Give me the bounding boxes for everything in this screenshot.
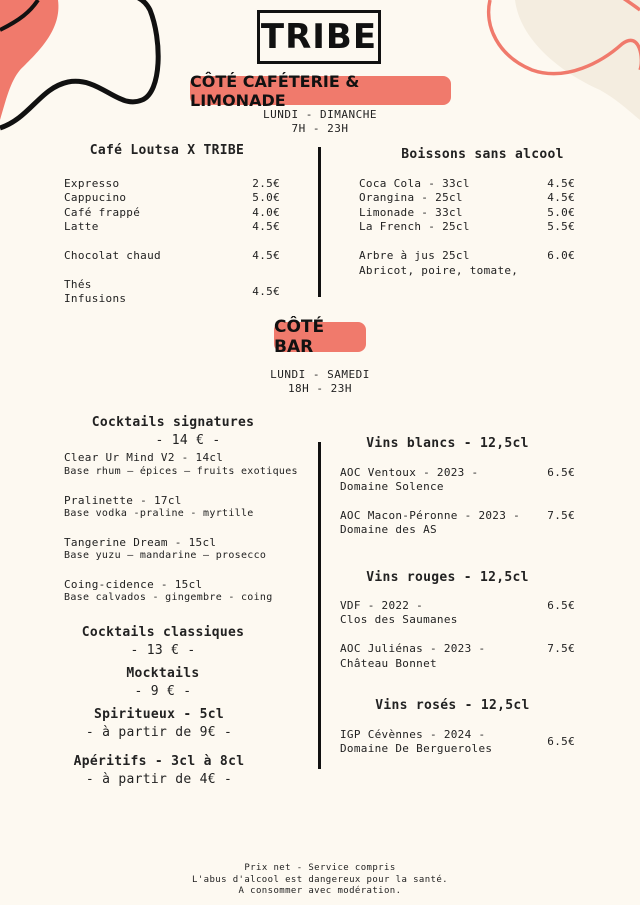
soft-item-name: Limonade - 33cl [359,206,463,219]
bar-hours-time: 18H - 23H [287,382,353,395]
wine-producer: Domaine De Bergueroles [340,742,493,755]
footer-line-warning: L'abus d'alcool est dangereux pour la santé. [191,874,448,885]
signatures-heading: Cocktails signatures [91,415,255,430]
coffee-item-price: 5.0€ [252,191,280,204]
signatures-price: - 14 € - [155,433,221,448]
soft-item-subtitle: Abricot, poire, tomate, [359,264,519,277]
wine-producer: Domaine des AS [340,523,437,536]
legal-footer [0,863,640,898]
cafe-hours-days: LUNDI - DIMANCHE [263,108,377,121]
soft-item-price: 5.0€ [547,206,575,219]
cafe-section-title: CÔTÉ CAFÉTERIE & LIMONADE [190,76,451,105]
coffee-item-price: 2.5€ [252,177,280,190]
soft-item-name: Orangina - 25cl [359,191,463,204]
soft-item-price: 5.5€ [547,220,575,233]
mocktails-price: - 9 € - [134,684,192,699]
cocktail-description: Base yuzu – mandarine – prosecco [64,550,267,561]
wine-name: VDF - 2022 - [340,599,424,612]
rose-wine-heading: Vins rosés - 12,5cl [375,698,530,713]
coffee-item-name: Thés [64,278,92,291]
soft-item-name: Coca Cola - 33cl [359,177,470,190]
wine-name: AOC Ventoux - 2023 - [340,466,479,479]
coffee-item-name-line2: Infusions [64,292,127,305]
soft-item-price: 4.5€ [547,177,575,190]
spirits-price: - à partir de 9€ - [85,725,233,740]
wine-producer: Château Bonnet [340,657,437,670]
coffee-item-price: 4.5€ [252,249,280,262]
cocktail-description: Base calvados - gingembre - coing [64,592,273,603]
wine-producer: Clos des Saumanes [340,613,458,626]
coffee-heading: Café Loutsa X TRIBE [89,143,245,158]
wine-price: 6.5€ [547,735,575,748]
cocktail-name: Clear Ur Mind V2 - 14cl [64,451,224,464]
soft-item-name: Arbre à jus 25cl [359,249,470,262]
top-left-coral-blob [0,0,58,120]
coffee-item-name: Café frappé [64,206,141,219]
coffee-item-price: 4.5€ [252,220,280,233]
wine-price: 7.5€ [547,509,575,522]
coffee-item-name: Expresso [64,177,120,190]
wine-producer: Domaine Solence [340,480,444,493]
bar-section-title: CÔTÉ BAR [274,322,366,352]
wine-name: AOC Macon-Péronne - 2023 - [340,509,520,522]
cocktail-name: Tangerine Dream - 15cl [64,536,217,549]
brand-logo: TRIBE [257,10,381,64]
wine-name: IGP Cévènnes - 2024 - [340,728,486,741]
classics-price: - 13 € - [130,643,196,658]
bar-hours-days: LUNDI - SAMEDI [270,368,370,381]
coffee-item-name: Latte [64,220,99,233]
bar-divider [318,442,321,769]
wine-price: 6.5€ [547,599,575,612]
footer-line-price: Prix net - Service compris [244,863,396,873]
cafe-hours [220,108,420,136]
footer-line-moderation: A consommer avec modération. [238,886,402,896]
wine-price: 7.5€ [547,642,575,655]
cocktail-description: Base rhum – épices – fruits exotiques [64,466,298,477]
cafe-hours-time: 7H - 23H [291,122,349,135]
white-wine-heading: Vins blancs - 12,5cl [366,436,529,451]
coffee-item-price: 4.5€ [252,285,280,298]
aperitifs-price: - à partir de 4€ - [85,772,233,787]
mocktails-heading: Mocktails [126,666,200,681]
spirits-heading: Spiritueux - 5cl [93,707,225,722]
coffee-item-name: Cappucino [64,191,127,204]
soft-drinks-heading: Boissons sans alcool [401,147,564,162]
aperitifs-heading: Apéritifs - 3cl à 8cl [73,754,245,769]
cocktail-name: Coing-cidence - 15cl [64,578,203,591]
classics-heading: Cocktails classiques [81,625,245,640]
soft-item-price: 4.5€ [547,191,575,204]
top-right-cream-blob [515,0,640,120]
wine-price: 6.5€ [547,466,575,479]
coffee-item-name: Chocolat chaud [64,249,161,262]
cocktail-description: Base vodka -praline - myrtille [64,508,254,519]
coffee-item-price: 4.0€ [252,206,280,219]
soft-item-price: 6.0€ [547,249,575,262]
soft-item-name: La French - 25cl [359,220,470,233]
cafe-divider [318,147,321,297]
wine-name: AOC Juliénas - 2023 - [340,642,486,655]
red-wine-heading: Vins rouges - 12,5cl [366,570,529,585]
cocktail-name: Pralinette - 17cl [64,494,182,507]
bar-hours [220,368,420,396]
